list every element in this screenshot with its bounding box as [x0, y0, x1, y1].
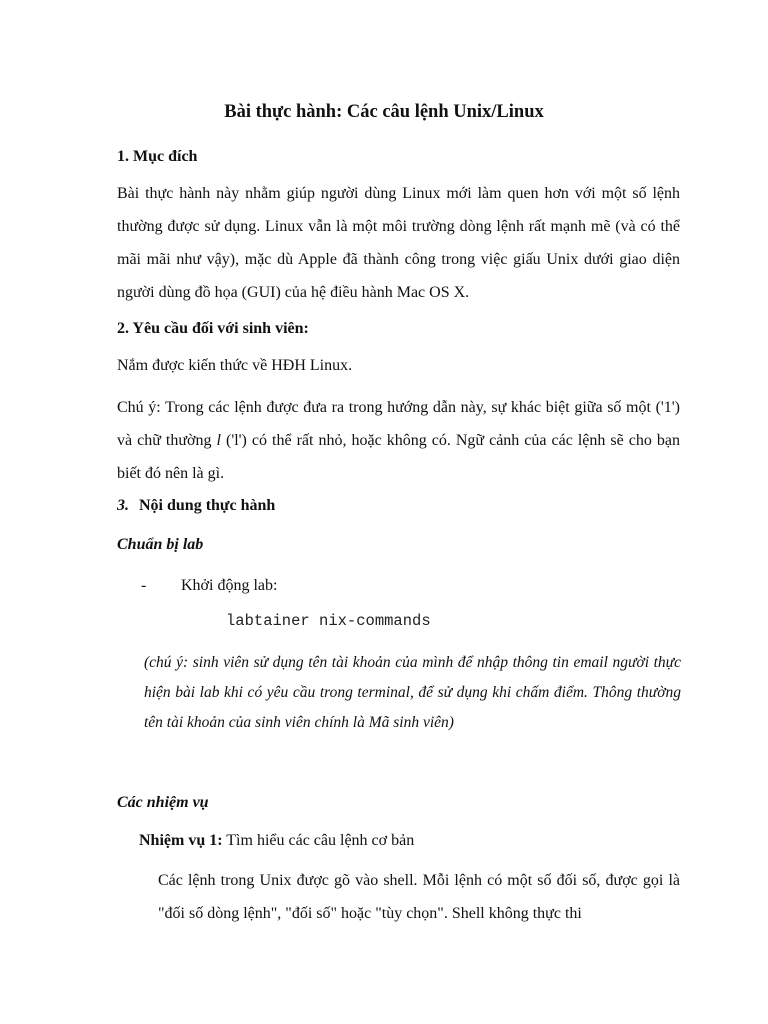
section-heading-content: Nội dung thực hành: [139, 497, 276, 514]
account-note: (chú ý: sinh viên sử dụng tên tài khoản của mình để nhập thông tin email người thực hiện bài lab khi có yêu cầu trong terminal, để sử dụng khi chấm điểm. Thông thường tên tài khoản của sinh viên chính là Mã sinh viên): [144, 654, 681, 731]
bullet-text-start-lab: Khởi động lab:: [181, 577, 278, 594]
task1-heading: [139, 832, 414, 850]
note-paragraph: [117, 391, 680, 490]
note-suffix: ('l') có thể rất nhỏ, hoặc không có. Ngữ cảnh của các lệnh sẽ cho bạn biết đó nên là gì.: [117, 432, 680, 482]
lab-prep-heading: Chuẩn bị lab: [117, 536, 204, 553]
section-heading-requirements: 2. Yêu cầu đối với sinh viên:: [117, 320, 309, 337]
bullet-dash: -: [141, 577, 147, 594]
command-code: labtainer nix-commands: [226, 612, 431, 630]
requirement-text: Nắm được kiến thức về HĐH Linux.: [117, 357, 353, 374]
document-title: Bài thực hành: Các câu lệnh Unix/Linux: [224, 102, 544, 122]
section-heading-number: 3.: [117, 497, 129, 514]
section-heading-purpose: 1. Mục đích: [117, 148, 198, 165]
note-prefix: Chú ý: Trong các lệnh được đưa ra trong hướng dẫn này, sự khác biệt giữa số một ('1') và chữ thường: [117, 399, 680, 449]
tasks-heading: Các nhiệm vụ: [117, 794, 209, 811]
task1-paragraph: Các lệnh trong Unix được gõ vào shell. Mỗi lệnh có một số đối số, được gọi là "đối số dòng lệnh", "đối số" hoặc "tùy chọn". Shell không thực thi: [158, 872, 680, 922]
purpose-paragraph: Bài thực hành này nhằm giúp người dùng Linux mới làm quen hơn với một số lệnh thường được sử dụng. Linux vẫn là một môi trường dòng lệnh rất mạnh mẽ (và có thể mãi mãi như vậy), mặc dù Apple đã thành công trong việc giấu Unix dưới giao diện người dùng đồ họa (GUI) của hệ điều hành Mac OS X.: [117, 185, 680, 301]
task1-label: Nhiệm vụ 1:: [139, 832, 223, 849]
task1-title: Tìm hiểu các câu lệnh cơ bản: [222, 832, 415, 849]
note-italic-char: l: [216, 432, 221, 449]
